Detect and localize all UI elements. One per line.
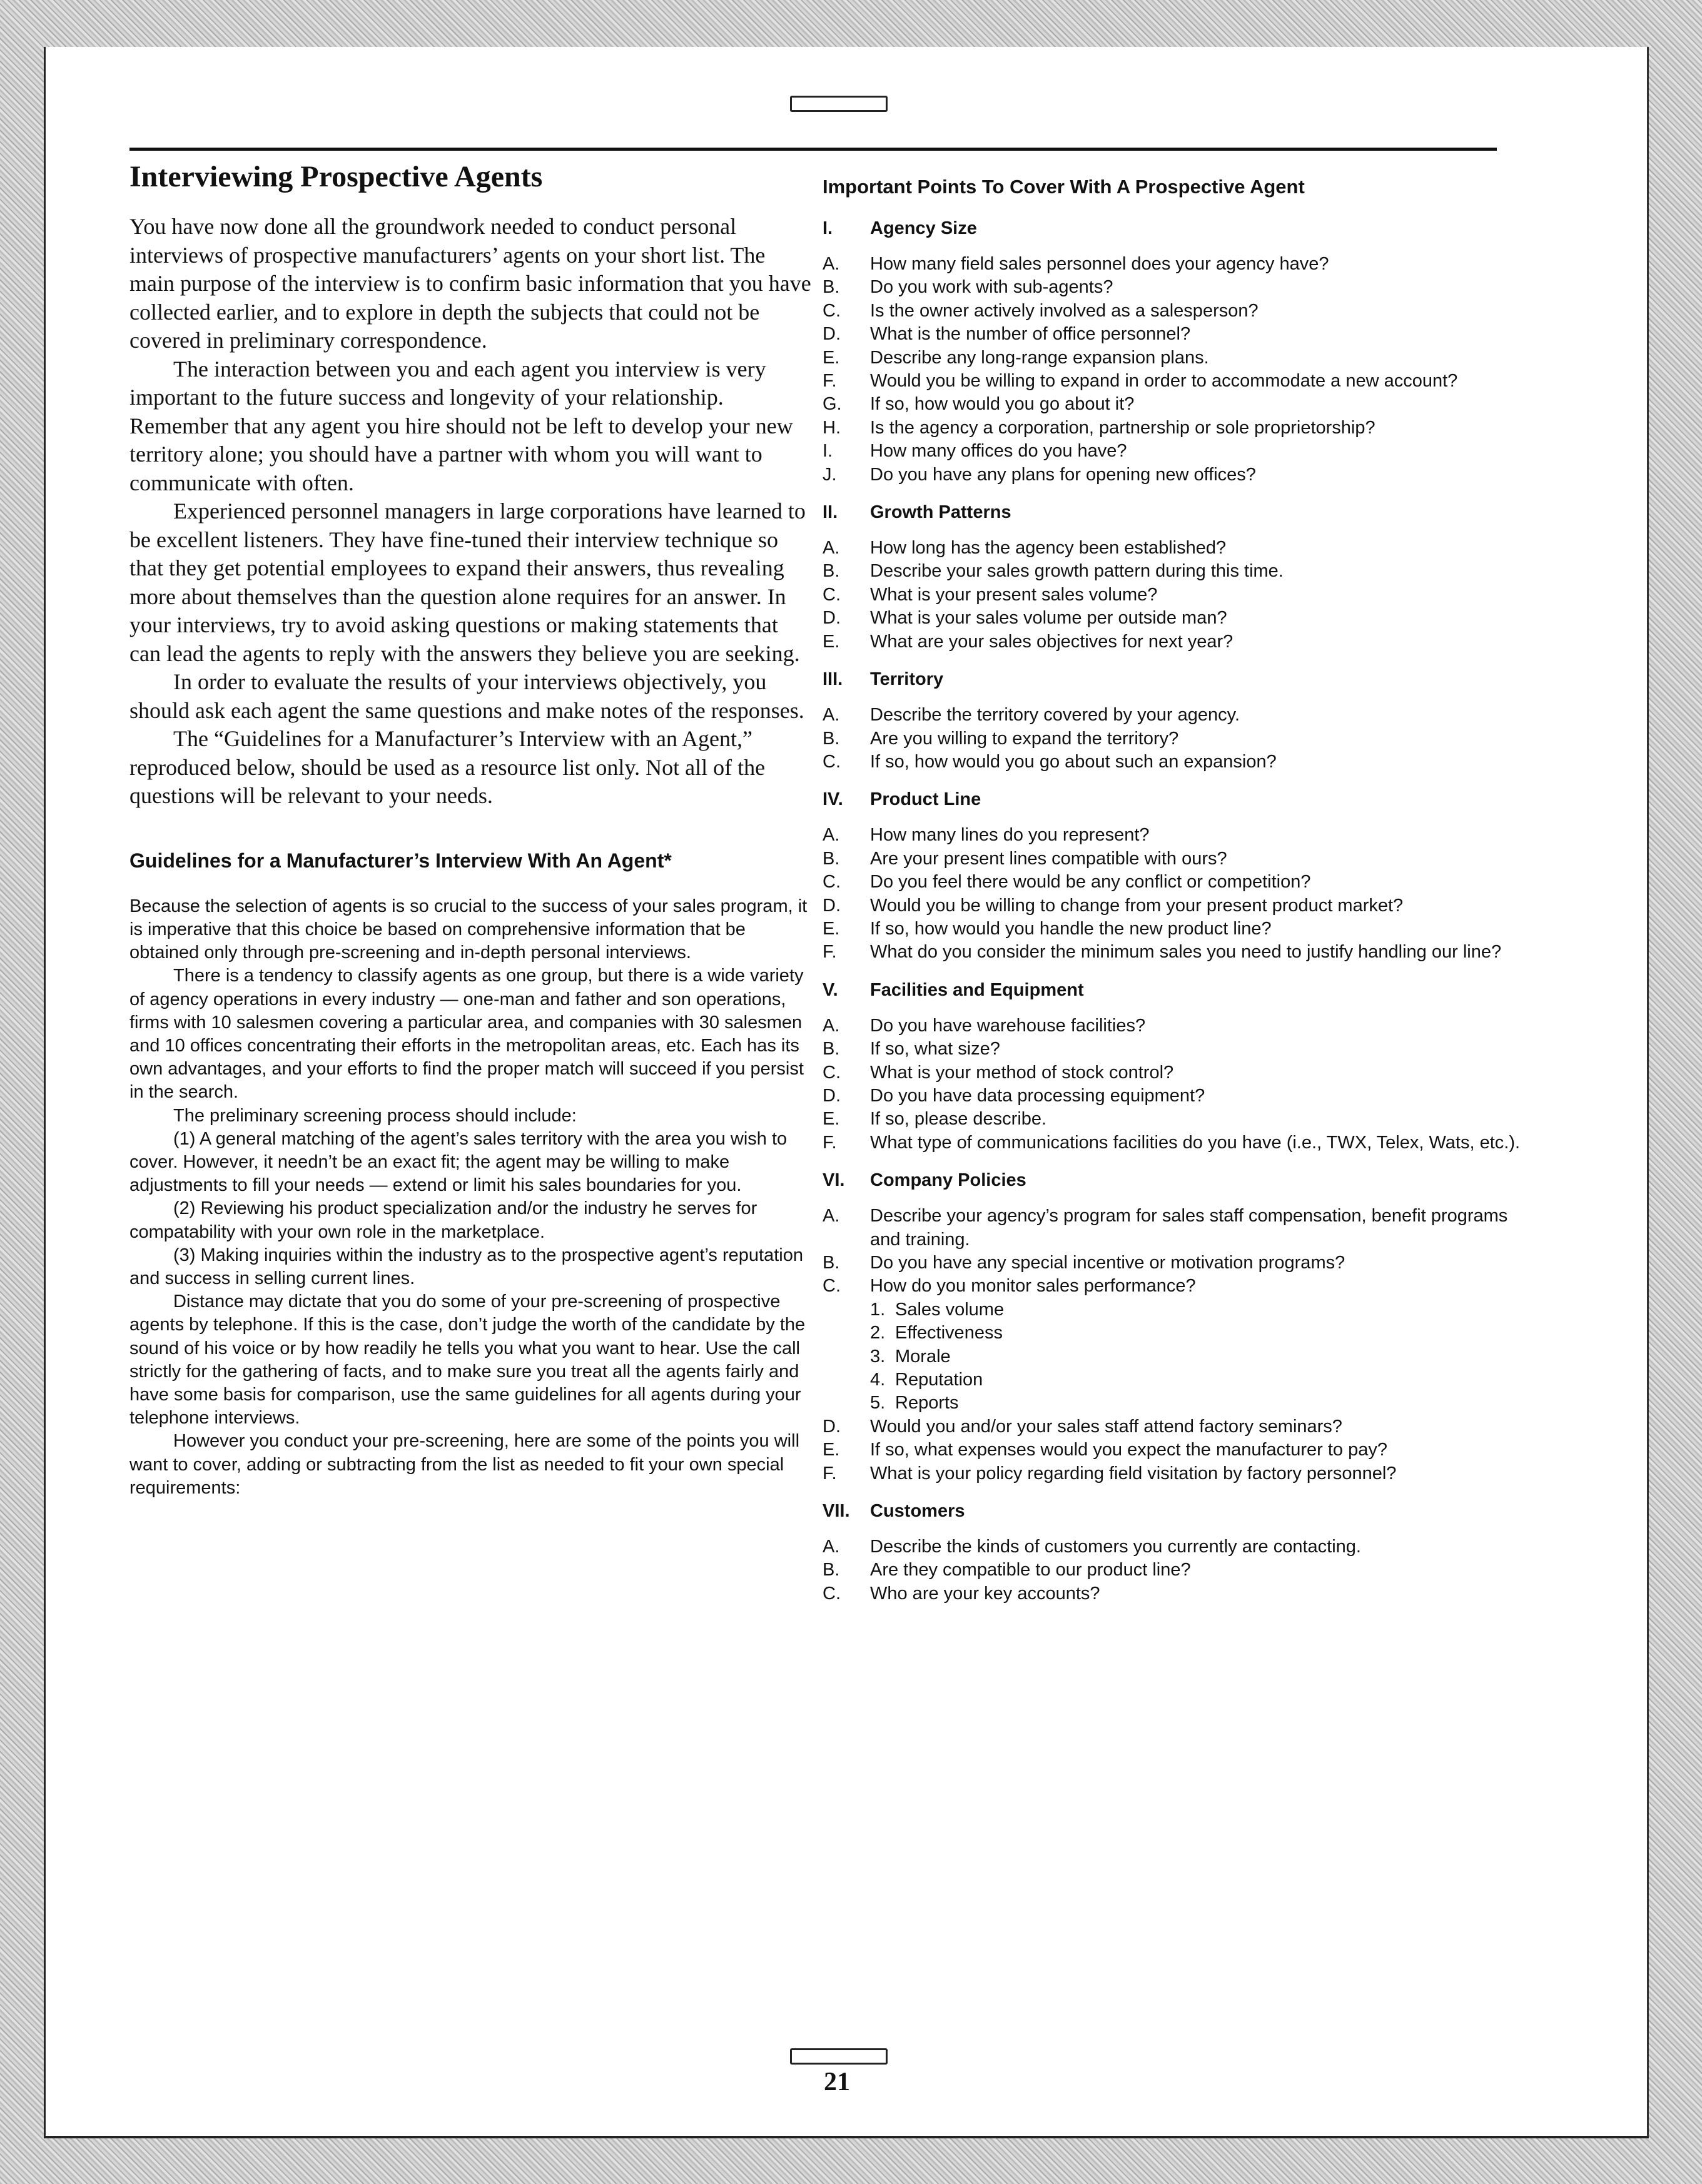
item-letter: D. (823, 1416, 841, 1437)
top-page-tab (790, 96, 888, 112)
checklist-item (823, 300, 1529, 323)
item-text: Are you willing to expand the territory? (870, 728, 1179, 749)
item-text: If so, what expenses would you expect the manufacturer to pay? (870, 1440, 1387, 1460)
checklist-item (823, 584, 1529, 607)
item-text: What type of communications facilities do you have (i.e., TWX, Telex, Wats, etc.). (870, 1132, 1521, 1153)
checklist-item (823, 370, 1529, 393)
checklist-item (823, 1559, 1529, 1582)
item-letter: C. (823, 584, 841, 605)
checklist-item (823, 440, 1529, 463)
intro-paragraph: In order to evaluate the results of your interviews objectively, you should ask each agent the same questions and make notes of the responses. (129, 669, 804, 723)
item-text: Do you have warehouse facilities? (870, 1015, 1146, 1036)
checklist-item (823, 1014, 1529, 1038)
section-title: Facilities and Equipment (870, 979, 1084, 1000)
item-letter: F. (823, 1463, 837, 1484)
checklist-section (823, 1168, 1529, 1485)
checklist-subitem (823, 1345, 1529, 1368)
checklist-heading: Important Points To Cover With A Prospective Agent (823, 176, 1305, 198)
item-letter: D. (823, 324, 841, 345)
item-text: How many offices do you have? (870, 441, 1127, 462)
checklist-item (823, 560, 1529, 583)
checklist-item (823, 323, 1529, 346)
subitem-text: Morale (895, 1346, 951, 1367)
item-letter: E. (823, 631, 840, 652)
left-column (129, 159, 811, 1500)
item-text: If so, how would you handle the new product line? (870, 918, 1272, 939)
checklist-item (823, 1084, 1529, 1108)
item-text: Would you and/or your sales staff attend factory seminars? (870, 1416, 1342, 1437)
item-letter: D. (823, 895, 841, 916)
item-letter: F. (823, 371, 837, 392)
section-heading (823, 500, 1529, 524)
checklist-item (823, 1535, 1529, 1559)
section-heading (823, 667, 1529, 691)
checklist-item (823, 1415, 1529, 1438)
checklist-section (823, 1499, 1529, 1605)
item-letter: B. (823, 848, 840, 869)
checklist-section (823, 978, 1529, 1155)
bottom-page-tab (790, 2048, 888, 2065)
checklist-item (823, 1131, 1529, 1155)
item-text: Would you be willing to expand in order to accommodate a new account? (870, 371, 1458, 392)
item-letter: E. (823, 1440, 840, 1460)
guidelines-paragraph: The preliminary screening process should include: (173, 1105, 577, 1126)
checklist-item (823, 871, 1529, 894)
guidelines-paragraph: However you conduct your pre-screening, here are some of the points you will want to cover, adding or subtracting from the list as needed to fit your own special requirements: (129, 1431, 800, 1498)
guidelines-paragraph: (3) Making inquiries within the industry as to the prospective agent’s reputation and success in selling current lines. (129, 1245, 803, 1288)
checklist-item (823, 704, 1529, 727)
item-text: Is the agency a corporation, partnership or sole proprietorship? (870, 417, 1375, 438)
item-text: What is your policy regarding field visitation by factory personnel? (870, 1463, 1397, 1484)
checklist-section (823, 216, 1529, 487)
intro-paragraph: You have now done all the groundwork needed to conduct personal interviews of prospective manufacturers’ agents on your short list. The main purpose of the interview is to confirm basic information that you have collected earlier, and to explore in depth the subjects that could not be covered in preliminary correspondence. (129, 214, 811, 353)
intro-paragraph: The “Guidelines for a Manufacturer’s Interview with an Agent,” reproduced below, should be used as a resource list only. Not all of the questions will be relevant to your needs. (129, 726, 766, 809)
checklist-item (823, 1038, 1529, 1061)
checklist-subitem (823, 1298, 1529, 1322)
item-letter: A. (823, 825, 840, 846)
item-text: Do you have data processing equipment? (870, 1085, 1205, 1106)
section-title: Growth Patterns (870, 502, 1011, 523)
item-letter: A. (823, 1206, 840, 1226)
item-letter: B. (823, 1253, 840, 1273)
item-letter: F. (823, 1132, 837, 1153)
checklist-subitem (823, 1322, 1529, 1345)
section-heading (823, 787, 1529, 811)
item-text: If so, what size? (870, 1039, 1000, 1059)
subitem-text: Sales volume (895, 1299, 1005, 1320)
checklist-item (823, 1205, 1529, 1251)
item-text: Describe the territory covered by your agency. (870, 705, 1240, 725)
item-letter: E. (823, 918, 840, 939)
item-text: What are your sales objectives for next year? (870, 631, 1233, 652)
checklist-section (823, 787, 1529, 964)
item-text: Describe your agency’s program for sales staff compensation, benefit programs and training. (870, 1206, 1508, 1250)
item-letter: A. (823, 705, 840, 725)
section-number: VI. (823, 1170, 845, 1191)
item-letter: J. (823, 464, 837, 485)
item-text: Are they compatible to our product line? (870, 1560, 1191, 1580)
checklist-item (823, 1275, 1529, 1298)
checklist-item (823, 346, 1529, 370)
section-number: VII. (823, 1501, 850, 1522)
item-text: Do you have any special incentive or motivation programs? (870, 1253, 1345, 1273)
item-letter: A. (823, 1537, 840, 1557)
checklist-item (823, 824, 1529, 847)
subitem-text: Reputation (895, 1370, 983, 1390)
item-text: How many field sales personnel does your agency have? (870, 254, 1329, 274)
checklist-item (823, 417, 1529, 440)
item-text: What is your method of stock control? (870, 1062, 1174, 1083)
item-text: Are your present lines compatible with ours? (870, 848, 1227, 869)
section-title: Customers (870, 1501, 965, 1522)
checklist-item (823, 918, 1529, 941)
item-text: Who are your key accounts? (870, 1583, 1100, 1604)
item-letter: D. (823, 608, 841, 629)
item-letter: A. (823, 1015, 840, 1036)
item-text: Describe your sales growth pattern during this time. (870, 561, 1284, 582)
guidelines-paragraph: (1) A general matching of the agent’s sales territory with the area you wish to cover. However, it needn’t be an exact fit; the agent may be willing to make adjustments to fill your needs — extend or limit his sales boundaries for you. (129, 1128, 788, 1196)
item-letter: H. (823, 417, 841, 438)
item-letter: A. (823, 538, 840, 559)
item-letter: B. (823, 561, 840, 582)
subitem-number: 1. (870, 1299, 886, 1320)
article-title: Interviewing Prospective Agents (129, 160, 543, 193)
item-text: If so, how would you go about such an expansion? (870, 751, 1277, 772)
section-number: IV. (823, 789, 843, 810)
checklist-item (823, 941, 1529, 964)
checklist-item (823, 727, 1529, 751)
section-heading (823, 1168, 1529, 1192)
checklist-item (823, 1462, 1529, 1485)
checklist-item (823, 751, 1529, 774)
item-text: What is your sales volume per outside man? (870, 608, 1227, 629)
checklist-section (823, 667, 1529, 774)
item-letter: B. (823, 728, 840, 749)
item-letter: C. (823, 300, 841, 321)
item-text: Describe the kinds of customers you currently are contacting. (870, 1537, 1361, 1557)
checklist-item (823, 894, 1529, 918)
guidelines-paragraph: Distance may dictate that you do some of your pre-screening of prospective agents by telephone. If this is the case, don’t judge the worth of the candidate by the sound of his voice or by how readily he tells you what you want to hear. Use the call strictly for the gathering of facts, and to make sure you treat all the agents fairly and have some basis for comparison, use the same guidelines for all agents during your telephone interviews. (129, 1292, 806, 1428)
checklist-item (823, 537, 1529, 560)
item-letter: C. (823, 1276, 841, 1297)
section-title: Company Policies (870, 1170, 1026, 1191)
item-letter: F. (823, 942, 837, 963)
item-text: Do you feel there would be any conflict or competition? (870, 872, 1311, 892)
guidelines-paragraph: Because the selection of agents is so crucial to the success of your sales program, it is imperative that this choice be based on comprehensive information that be obtained only through pre-screening and in-depth personal interviews. (129, 896, 808, 963)
item-letter: A. (823, 254, 840, 274)
subitem-number: 3. (870, 1346, 886, 1367)
item-text: What is the number of office personnel? (870, 324, 1191, 345)
section-title: Territory (870, 669, 944, 690)
item-letter: E. (823, 1109, 840, 1130)
checklist-subitem (823, 1368, 1529, 1392)
item-letter: C. (823, 1062, 841, 1083)
section-heading (823, 1499, 1529, 1523)
subitem-text: Reports (895, 1393, 959, 1413)
guidelines-heading: Guidelines for a Manufacturer’s Interview With An Agent* (129, 849, 672, 872)
checklist-item (823, 607, 1529, 630)
checklist-item (823, 393, 1529, 416)
item-text: Is the owner actively involved as a salesperson? (870, 300, 1259, 321)
item-text: How do you monitor sales performance? (870, 1276, 1196, 1297)
checklist-item (823, 847, 1529, 871)
item-letter: C. (823, 1583, 841, 1604)
intro-paragraph: The interaction between you and each agent you interview is very important to the future success and longevity of your relationship. Remember that any agent you hire should not be left to develop your new territory alone; you should have a partner with whom you will want to communicate with often. (129, 356, 793, 495)
checklist-sections (823, 216, 1529, 1605)
item-letter: G. (823, 394, 842, 415)
checklist-item (823, 630, 1529, 654)
section-heading (823, 978, 1529, 1002)
subitem-number: 5. (870, 1393, 886, 1413)
checklist-item (823, 1061, 1529, 1084)
subitem-number: 2. (870, 1323, 886, 1343)
item-letter: D. (823, 1085, 841, 1106)
item-letter: C. (823, 872, 841, 892)
section-title: Product Line (870, 789, 981, 810)
checklist-item (823, 1582, 1529, 1605)
page-number: 21 (824, 2068, 850, 2096)
checklist-item (823, 276, 1529, 299)
checklist-item (823, 253, 1529, 276)
item-text: If so, how would you go about it? (870, 394, 1135, 415)
item-text: What is your present sales volume? (870, 584, 1158, 605)
section-number: V. (823, 979, 838, 1000)
checklist-item (823, 1108, 1529, 1131)
guidelines-paragraph: There is a tendency to classify agents as one group, but there is a wide variety of agency operations in every industry — one-man and father and son operations, firms with 10 salesmen covering a particular area, and companies with 30 salesmen and 10 offices concentrating their efforts in the metropolitan areas, etc. Each has its own advantages, and your efforts to find the proper match will succeed if you persist in the search. (129, 966, 804, 1103)
section-title: Agency Size (870, 218, 977, 238)
item-text: Do you have any plans for opening new offices? (870, 464, 1256, 485)
section-number: II. (823, 502, 838, 523)
checklist-item (823, 1438, 1529, 1462)
header-rule (129, 148, 1497, 151)
item-text: Do you work with sub-agents? (870, 277, 1113, 298)
subitem-text: Effectiveness (895, 1323, 1003, 1343)
item-letter: I. (823, 441, 833, 462)
item-text: If so, please describe. (870, 1109, 1047, 1130)
item-text: Would you be willing to change from your present product market? (870, 895, 1404, 916)
item-letter: B. (823, 277, 840, 298)
item-text: How many lines do you represent? (870, 825, 1150, 846)
subitem-number: 4. (870, 1370, 886, 1390)
checklist-item (823, 463, 1529, 487)
item-letter: B. (823, 1560, 840, 1580)
checklist-section (823, 500, 1529, 654)
section-heading (823, 216, 1529, 240)
item-letter: C. (823, 751, 841, 772)
item-text: What do you consider the minimum sales you need to justify handling our line? (870, 942, 1502, 963)
intro-paragraph: Experienced personnel managers in large corporations have learned to be excellent listeners. They have fine-tuned their interview technique so that they get potential employees to expand their answers, thus revealing more about themselves than the question alone requires for an answer. In your interviews, try to avoid asking questions or making statements that can lead the agents to reply with the answers they believe you are seeking. (129, 498, 806, 666)
section-number: I. (823, 218, 833, 238)
guidelines-paragraph: (2) Reviewing his product specialization and/or the industry he serves for compatability with your own role in the marketplace. (129, 1198, 757, 1242)
item-letter: B. (823, 1039, 840, 1059)
checklist-item (823, 1251, 1529, 1275)
item-text: How long has the agency been established? (870, 538, 1227, 559)
checklist-subitem (823, 1392, 1529, 1415)
right-column (823, 175, 1529, 1619)
item-text: Describe any long-range expansion plans. (870, 347, 1209, 368)
item-letter: E. (823, 347, 840, 368)
section-number: III. (823, 669, 843, 690)
